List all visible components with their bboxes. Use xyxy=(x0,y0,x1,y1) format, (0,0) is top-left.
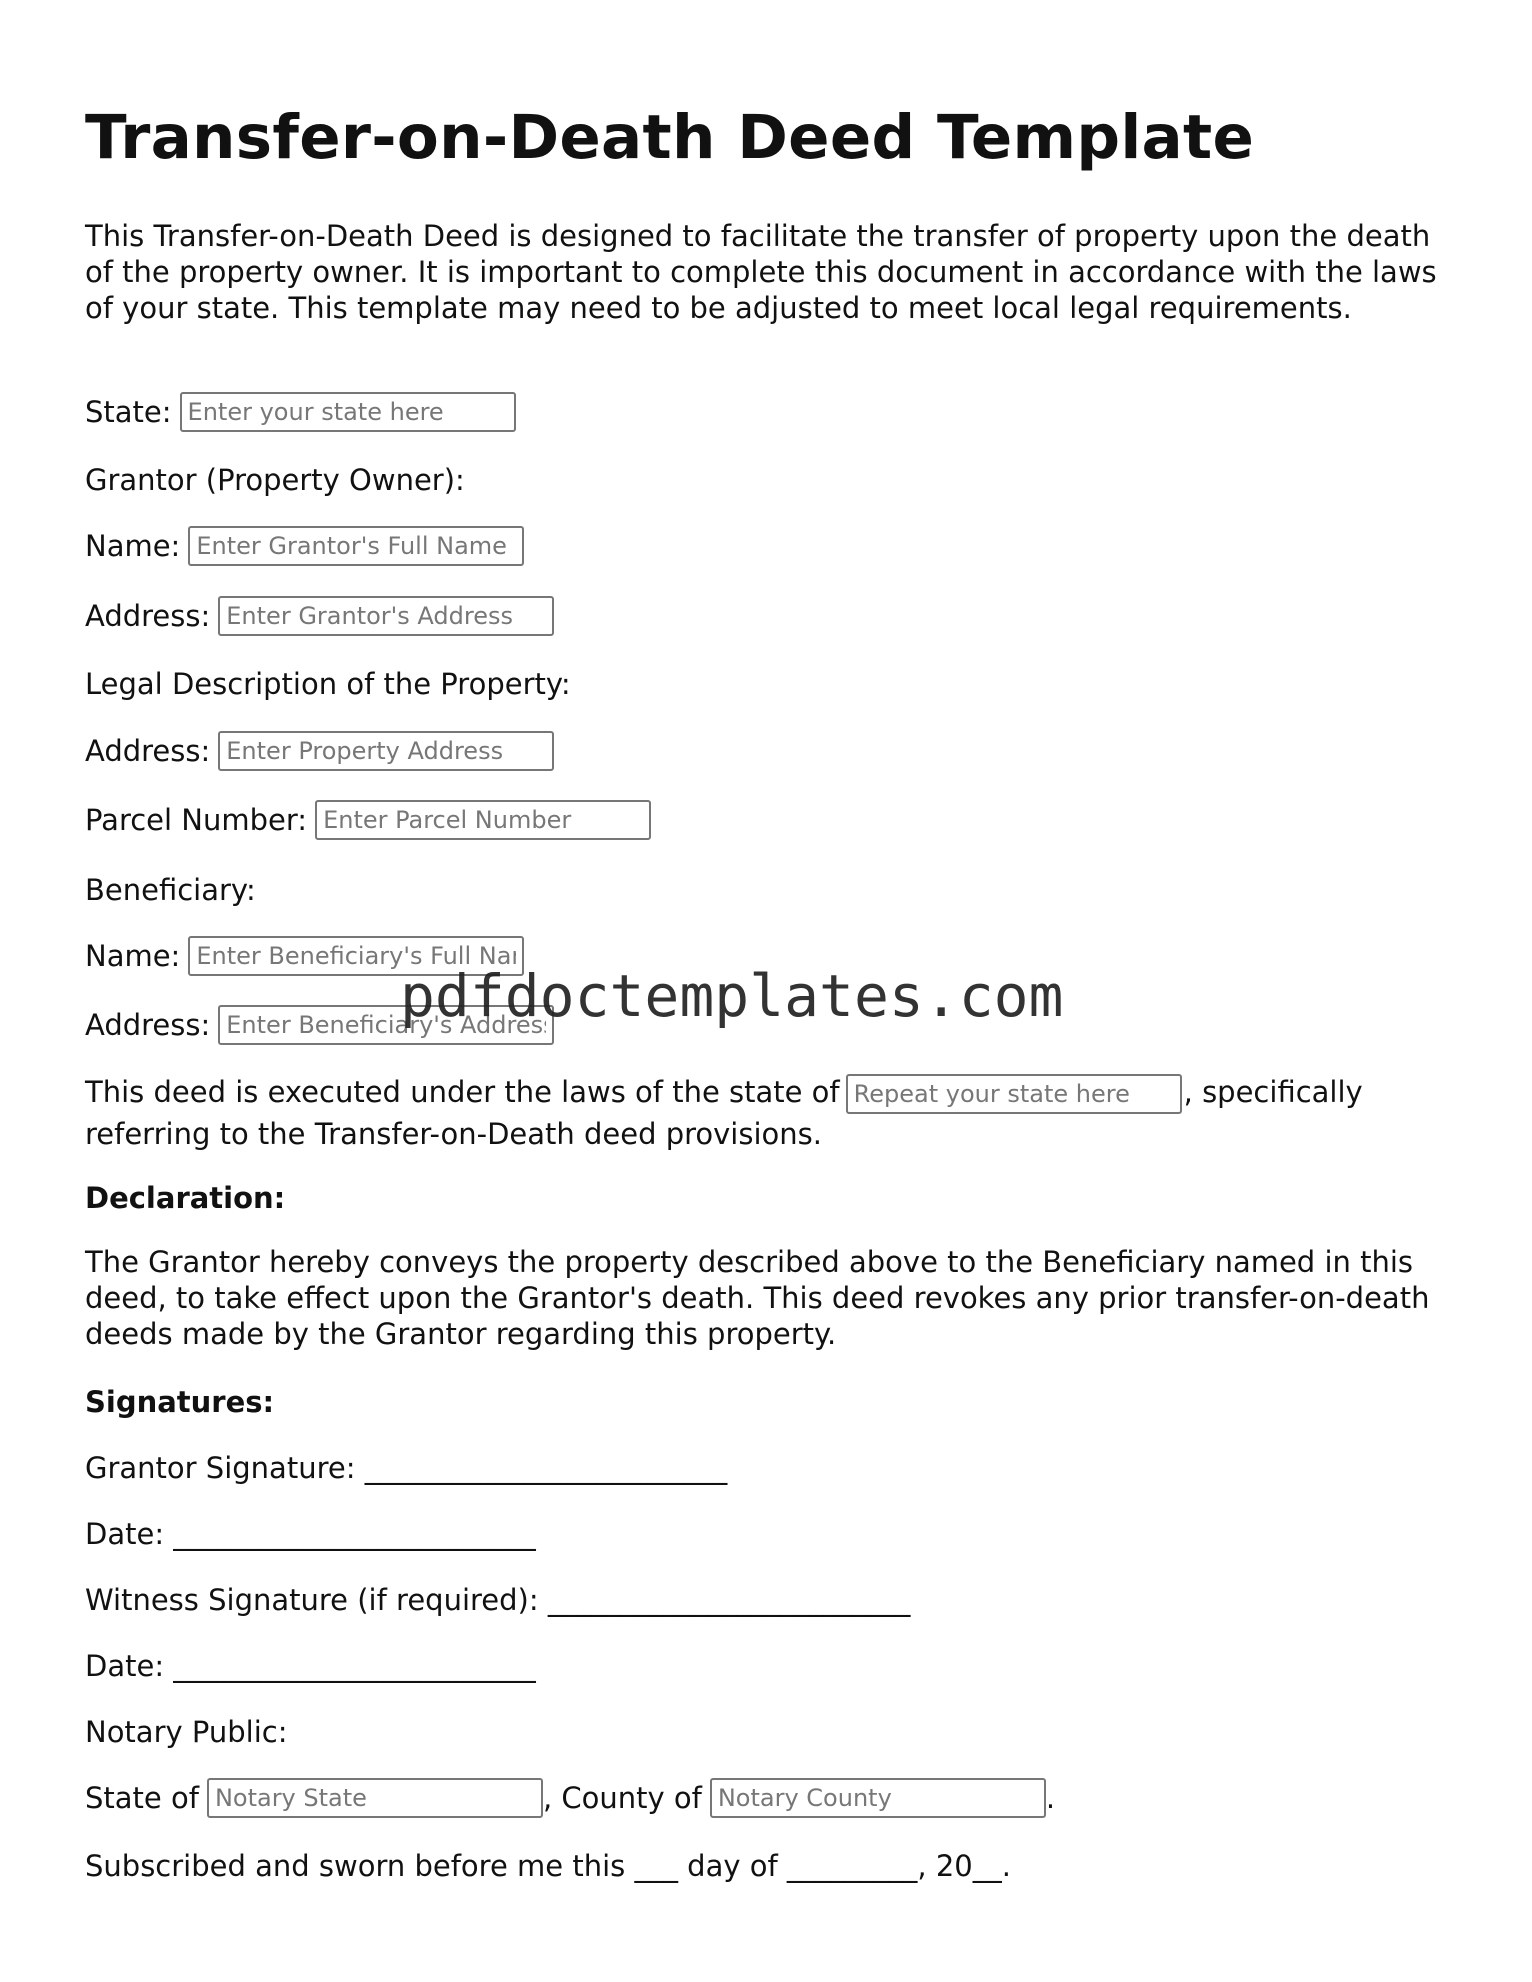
beneficiary-name-label: Name: xyxy=(85,939,181,973)
notary-county-label: , County of xyxy=(542,1781,702,1815)
declaration-paragraph: The Grantor hereby conveys the property described above to the Beneficiary named in this deed, to take effect upon the Grantor's death. This deed revokes any prior transfer-on-death deeds made by the Grantor regarding this property. xyxy=(85,1245,1430,1351)
sworn-line: Subscribed and sworn before me this ___ day of _________, 20__. xyxy=(85,1849,1011,1883)
grantor-name-row xyxy=(85,526,524,566)
grantor-date-line[interactable]: Date: _________________________ xyxy=(85,1517,536,1551)
grantor-address-input[interactable] xyxy=(218,596,554,636)
repeat-state-input[interactable] xyxy=(846,1074,1182,1114)
grantor-name-label: Name: xyxy=(85,529,181,563)
grantor-signature-line[interactable]: Grantor Signature: _________________________ xyxy=(85,1451,728,1485)
property-address-label: Address: xyxy=(85,734,211,768)
signatures-heading: Signatures: xyxy=(85,1385,275,1419)
grantor-address-label: Address: xyxy=(85,599,211,633)
executed-text-after: , specifically referring to the Transfer-on-Death deed provisions. xyxy=(85,1075,1363,1151)
notary-heading: Notary Public: xyxy=(85,1715,288,1749)
watermark-text: pdfdoctemplates.com xyxy=(400,962,1064,1030)
executed-paragraph xyxy=(85,1072,1465,1154)
executed-text-before: This deed is executed under the laws of the state of xyxy=(85,1075,840,1109)
grantor-name-input[interactable] xyxy=(188,526,524,566)
property-address-row xyxy=(85,731,554,771)
beneficiary-heading: Beneficiary: xyxy=(85,873,256,907)
parcel-number-input[interactable] xyxy=(315,800,651,840)
state-input[interactable] xyxy=(180,392,516,432)
state-label: State: xyxy=(85,395,172,429)
notary-state-label: State of xyxy=(85,1781,199,1815)
property-heading: Legal Description of the Property: xyxy=(85,667,571,701)
parcel-number-label: Parcel Number: xyxy=(85,803,308,837)
witness-date-line[interactable]: Date: _________________________ xyxy=(85,1649,536,1683)
notary-state-input[interactable] xyxy=(207,1778,543,1818)
grantor-heading: Grantor (Property Owner): xyxy=(85,463,465,497)
beneficiary-address-label: Address: xyxy=(85,1008,211,1042)
page-title: Transfer-on-Death Deed Template xyxy=(85,102,1255,173)
intro-paragraph: This Transfer-on-Death Deed is designed to facilitate the transfer of property upon the death of the property owner. It is important to complete this document in accordance with the laws of your state. This template may need to be adjusted to meet local legal requirements. xyxy=(85,219,1437,325)
notary-end-period: . xyxy=(1045,1781,1056,1815)
notary-location-row xyxy=(85,1778,1055,1818)
state-row xyxy=(85,392,516,432)
grantor-address-row xyxy=(85,596,554,636)
property-address-input[interactable] xyxy=(218,731,554,771)
declaration-heading: Declaration: xyxy=(85,1181,286,1215)
notary-county-input[interactable] xyxy=(710,1778,1046,1818)
witness-signature-line[interactable]: Witness Signature (if required): _________________________ xyxy=(85,1583,911,1617)
parcel-number-row xyxy=(85,800,651,840)
